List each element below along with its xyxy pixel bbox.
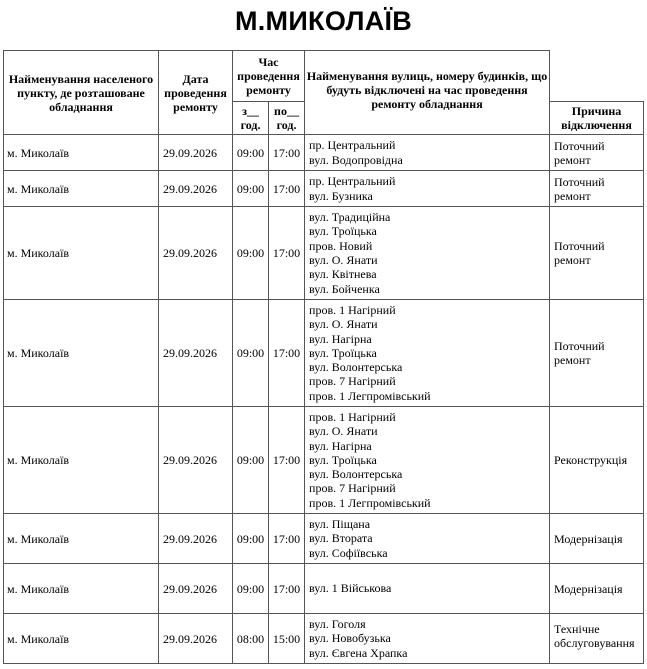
cell-time-to: 17:00: [269, 171, 305, 207]
cell-reason: Поточний ремонт: [550, 300, 644, 407]
street-line: вул. Нагірна: [309, 331, 372, 346]
header-time: Час проведення ремонту: [233, 51, 305, 102]
cell-time-from: 09:00: [233, 407, 269, 514]
street-line: пров. Новий: [309, 238, 373, 253]
cell-time-to: 17:00: [269, 135, 305, 171]
table-row: [4, 564, 644, 614]
table-row: [4, 514, 644, 564]
table-row: [4, 171, 644, 207]
street-line: пров. 1 Легпромівський: [309, 388, 431, 403]
street-line: пров. 7 Нагірний: [309, 374, 396, 389]
cell-time-from: 09:00: [233, 564, 269, 614]
cell-location: м. Миколаїв: [4, 614, 159, 664]
cell-reason: Технічне обслуговування: [550, 614, 644, 664]
header-location: Найменування населеного пункту, де розташоване обладнання: [4, 51, 159, 135]
cell-streets: [305, 207, 550, 300]
street-line: вул. Троїцька: [309, 224, 377, 239]
cell-streets: [305, 564, 550, 614]
cell-reason: Модернізація: [550, 564, 644, 614]
street-line: пров. 1 Нагірний: [309, 409, 396, 424]
street-line: вул. Квітнева: [309, 267, 377, 282]
table-row: [4, 207, 644, 300]
street-line: пр. Центральний: [309, 174, 396, 189]
cell-date: 29.09.2026: [159, 171, 233, 207]
cell-time-from: 08:00: [233, 614, 269, 664]
header-reason: Причина відключення: [550, 102, 644, 135]
street-line: пров. 7 Нагірний: [309, 481, 396, 496]
table-row: [4, 135, 644, 171]
street-line: вул. Новобузька: [309, 631, 391, 646]
street-line: вул. Піщана: [309, 517, 371, 532]
street-line: вул. Євгена Храпка: [309, 645, 408, 660]
cell-reason: Поточний ремонт: [550, 171, 644, 207]
street-line: вул. Гоголя: [309, 617, 366, 632]
cell-date: 29.09.2026: [159, 614, 233, 664]
cell-reason: Поточний ремонт: [550, 135, 644, 171]
header-time-to: по__ год.: [269, 102, 305, 135]
street-line: вул. 1 Військова: [309, 581, 392, 596]
street-line: вул. Троїцька: [309, 452, 377, 467]
cell-time-from: 09:00: [233, 514, 269, 564]
cell-date: 29.09.2026: [159, 514, 233, 564]
street-line: вул. О. Янати: [309, 424, 378, 439]
cell-time-to: 17:00: [269, 514, 305, 564]
cell-time-to: 17:00: [269, 207, 305, 300]
street-line: вул. Втората: [309, 531, 373, 546]
cell-streets: [305, 514, 550, 564]
table-body: [4, 135, 644, 664]
page-title: М.МИКОЛАЇВ: [234, 6, 413, 36]
street-line: вул. Софіївська: [309, 545, 388, 560]
cell-streets: [305, 407, 550, 514]
cell-streets: [305, 135, 550, 171]
cell-reason: Поточний ремонт: [550, 207, 644, 300]
cell-date: 29.09.2026: [159, 407, 233, 514]
table-row: [4, 407, 644, 514]
street-line: вул. Нагірна: [309, 438, 372, 453]
street-line: вул. Волонтерська: [309, 360, 403, 375]
table-row: [4, 614, 644, 664]
street-line: вул. Традиційна: [309, 210, 391, 225]
cell-location: м. Миколаїв: [4, 407, 159, 514]
cell-location: м. Миколаїв: [4, 300, 159, 407]
cell-time-to: 17:00: [269, 407, 305, 514]
cell-date: 29.09.2026: [159, 135, 233, 171]
cell-time-to: 15:00: [269, 614, 305, 664]
table-row: [4, 300, 644, 407]
cell-date: 29.09.2026: [159, 300, 233, 407]
street-line: пр. Центральний: [309, 138, 396, 153]
cell-time-from: 09:00: [233, 171, 269, 207]
street-line: пров. 1 Нагірний: [309, 302, 396, 317]
header-empty-cell: [550, 51, 644, 102]
cell-date: 29.09.2026: [159, 564, 233, 614]
outage-table: [3, 50, 644, 664]
header-time-from: з__ год.: [233, 102, 269, 135]
cell-streets: [305, 614, 550, 664]
cell-time-to: 17:00: [269, 564, 305, 614]
cell-location: м. Миколаїв: [4, 171, 159, 207]
cell-location: м. Миколаїв: [4, 207, 159, 300]
street-line: вул. Водопровідна: [309, 152, 403, 167]
cell-time-from: 09:00: [233, 207, 269, 300]
cell-location: м. Миколаїв: [4, 564, 159, 614]
cell-reason: Модернізація: [550, 514, 644, 564]
cell-location: м. Миколаїв: [4, 135, 159, 171]
cell-date: 29.09.2026: [159, 207, 233, 300]
street-line: вул. О. Янати: [309, 253, 378, 267]
street-line: вул. Троїцька: [309, 345, 377, 360]
cell-location: м. Миколаїв: [4, 514, 159, 564]
street-line: вул. Бойченка: [309, 281, 380, 296]
cell-streets: [305, 300, 550, 407]
cell-reason: Реконструкція: [550, 407, 644, 514]
street-line: вул. Волонтерська: [309, 467, 403, 482]
header-date: Дата проведення ремонту: [159, 51, 233, 135]
header-streets: Найменування вулиць, номеру будинків, що будуть відключені на час проведення ремонту обладнання: [305, 51, 550, 135]
cell-streets: [305, 171, 550, 207]
cell-time-from: 09:00: [233, 135, 269, 171]
cell-time-from: 09:00: [233, 300, 269, 407]
street-line: пров. 1 Легпромівський: [309, 495, 431, 510]
street-line: вул. Бузника: [309, 188, 373, 203]
street-line: вул. О. Янати: [309, 317, 378, 332]
cell-time-to: 17:00: [269, 300, 305, 407]
